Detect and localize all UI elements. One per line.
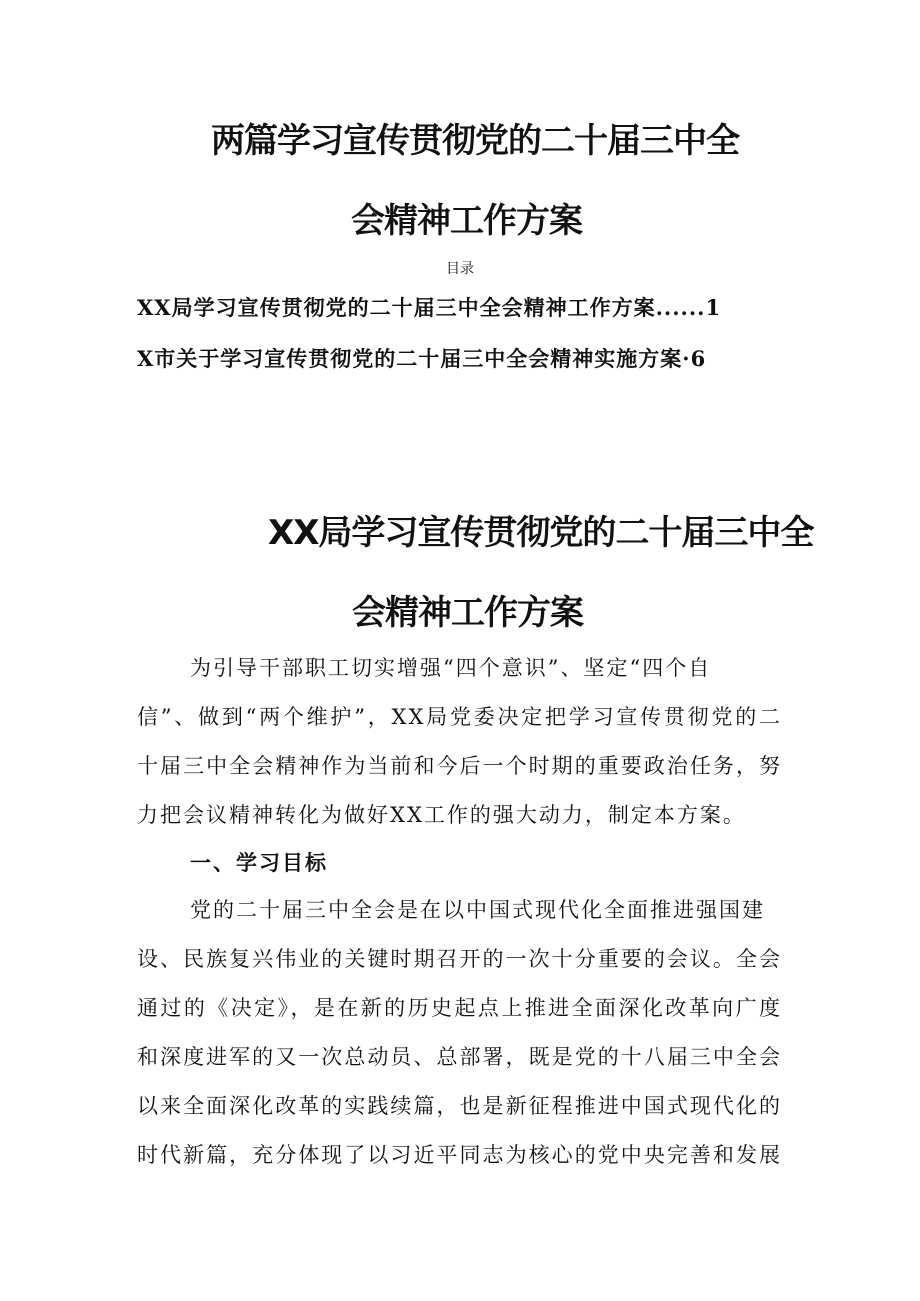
intro-paragraph-line: 十届三中全会精神作为当前和今后一个时期的重要政治任务，努	[137, 754, 782, 778]
section-title-line-1: XX局学习宣传贯彻党的二十届三中全	[268, 513, 814, 553]
toc-entry[interactable]: XX局学习宣传贯彻党的二十届三中全会精神工作方案......1	[137, 295, 722, 320]
goal-paragraph-line: 党的二十届三中全会是在以中国式现代化全面推进强国建	[190, 898, 765, 922]
intro-paragraph-line: 力把会议精神转化为做好XX工作的强大动力，制定本方案。	[137, 803, 746, 827]
intro-paragraph-line: 为引导干部职工切实增强“四个意识”、坚定“四个自	[190, 656, 712, 680]
document-title-line-2: 会精神工作方案	[351, 201, 582, 241]
goal-paragraph-line: 和深度进军的又一次总动员、总部署，既是党的十八届三中全会	[137, 1045, 782, 1069]
toc-heading: 目录	[446, 261, 474, 277]
document-title-line-1: 两篇学习宣传贯彻党的二十届三中全	[211, 121, 739, 161]
goal-paragraph-line: 通过的《决定》，是在新的历史起点上推进全面深化改革向广度	[137, 996, 782, 1020]
section-title-line-2: 会精神工作方案	[352, 593, 583, 633]
intro-paragraph-line: 信”、做到“两个维护”，XX局党委决定把学习宣传贯彻党的二	[137, 705, 782, 729]
goal-paragraph-line: 时代新篇，充分体现了以习近平同志为核心的党中央完善和发展	[137, 1143, 782, 1167]
goal-paragraph-line: 设、民族复兴伟业的关键时期召开的一次十分重要的会议。全会	[137, 947, 782, 971]
goal-paragraph-line: 以来全面深化改革的实践续篇，也是新征程推进中国式现代化的	[137, 1094, 782, 1118]
toc-entry[interactable]: X市关于学习宣传贯彻党的二十届三中全会精神实施方案·6	[137, 346, 707, 371]
section-heading-study-goals: 一、学习目标	[190, 850, 328, 875]
